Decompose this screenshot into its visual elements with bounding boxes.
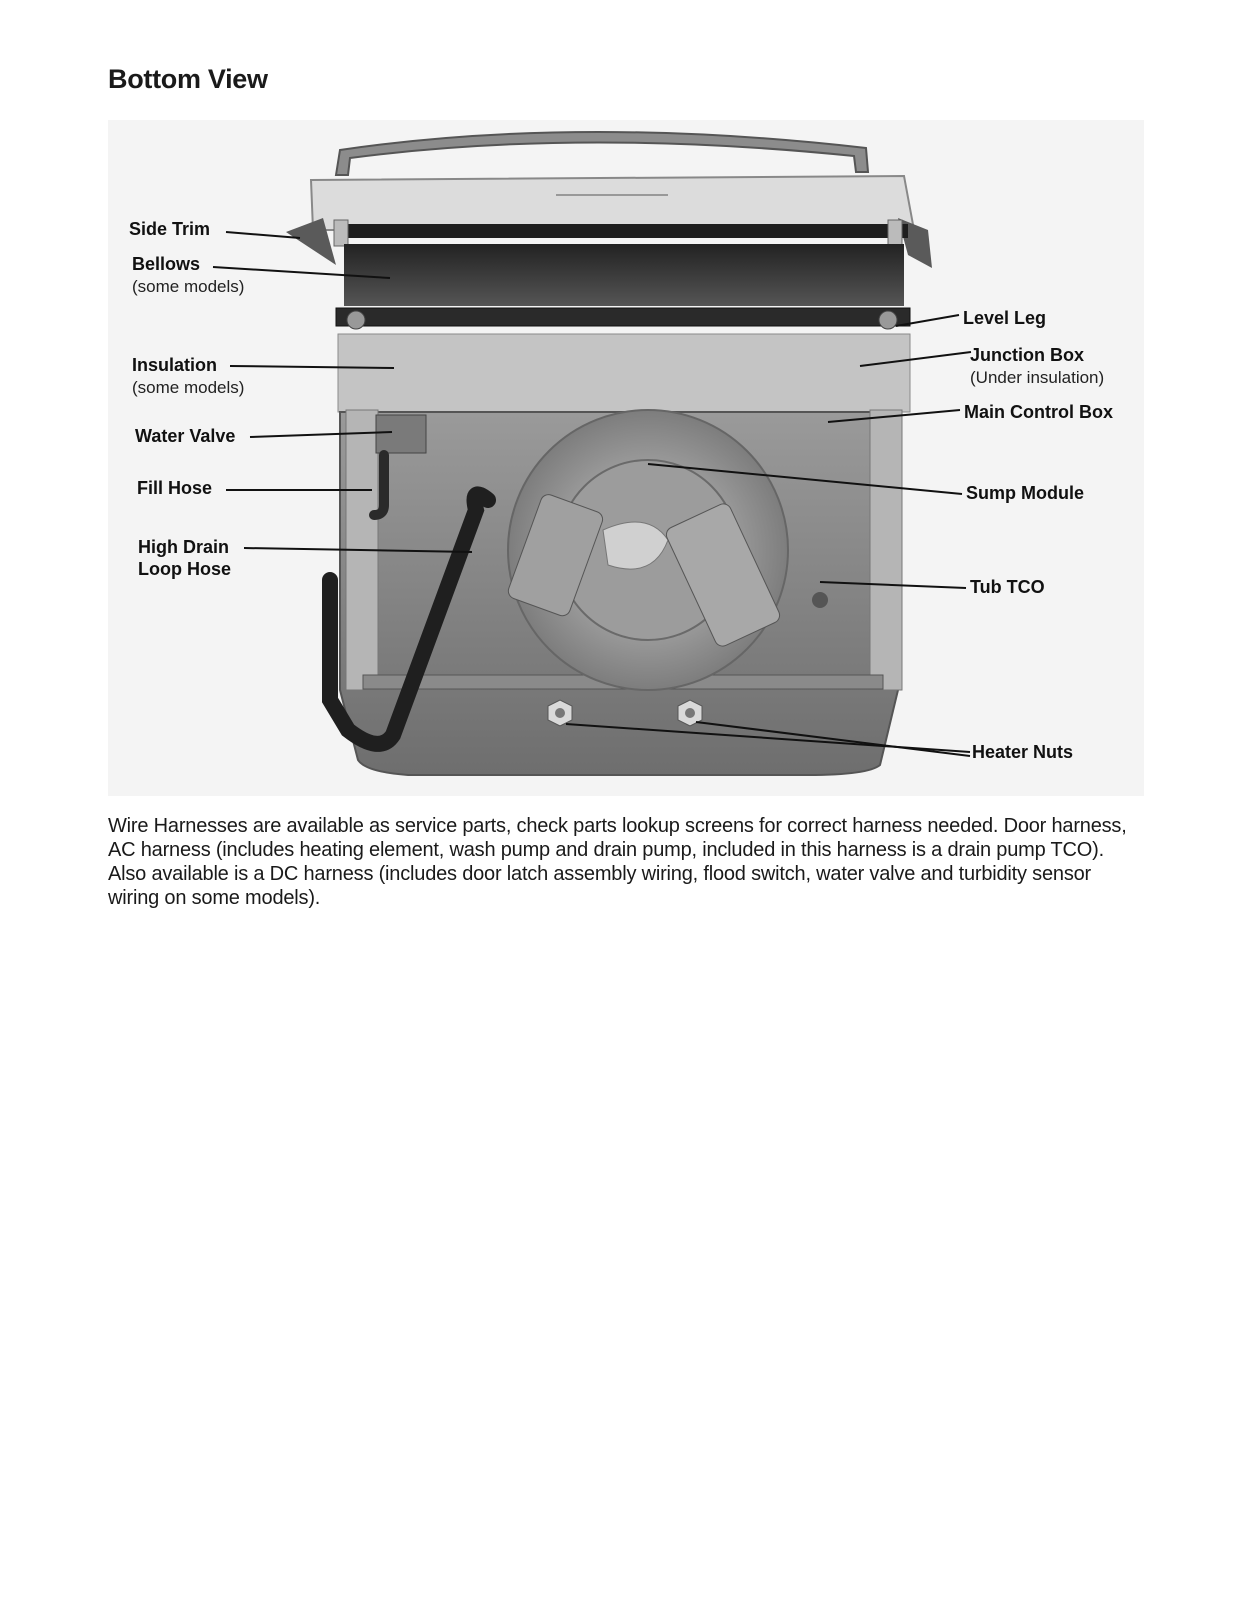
label-insulation-note: (some models) bbox=[132, 378, 245, 397]
water-valve bbox=[376, 415, 426, 453]
label-tub-tco: Tub TCO bbox=[970, 577, 1045, 597]
label-junction-box-note: (Under insulation) bbox=[970, 368, 1105, 387]
label-bellows-note: (some models) bbox=[132, 277, 245, 296]
label-level-leg: Level Leg bbox=[963, 308, 1047, 328]
label-water-valve: Water Valve bbox=[135, 426, 236, 446]
wire-harness-paragraph: Wire Harnesses are available as service parts, check parts lookup screens for correct harness needed. Door harness, AC harness (includes heating element, wash pump and drain pump, included in this harness is a drain pump TCO). Also available is a DC harness (includes door latch assembly wiring, flood switch, water valve and turbidity sensor wiring on some models). bbox=[108, 815, 1127, 909]
bellows bbox=[344, 244, 904, 306]
label-junction-box: Junction Box bbox=[970, 345, 1085, 365]
label-heater-nuts: Heater Nuts bbox=[972, 742, 1074, 762]
tub-tco bbox=[812, 592, 828, 608]
door-handle bbox=[336, 132, 868, 175]
page-title: Bottom View bbox=[108, 64, 268, 94]
label-sump-module: Sump Module bbox=[966, 483, 1084, 503]
label-bellows: Bellows bbox=[132, 254, 201, 274]
label-fill-hose: Fill Hose bbox=[137, 478, 213, 498]
insulation bbox=[338, 334, 910, 412]
dishwasher-bottom-view-figure bbox=[108, 120, 1144, 796]
label-insulation: Insulation bbox=[132, 355, 217, 375]
label-side-trim: Side Trim bbox=[129, 219, 211, 239]
label-high-drain-line2: Loop Hose bbox=[138, 559, 231, 579]
label-main-control-box: Main Control Box bbox=[964, 402, 1113, 422]
label-high-drain-line1: High Drain bbox=[138, 537, 230, 557]
dishwasher-illustration bbox=[108, 120, 1144, 796]
heater-nut-left bbox=[548, 700, 572, 726]
door-panel bbox=[311, 176, 914, 230]
